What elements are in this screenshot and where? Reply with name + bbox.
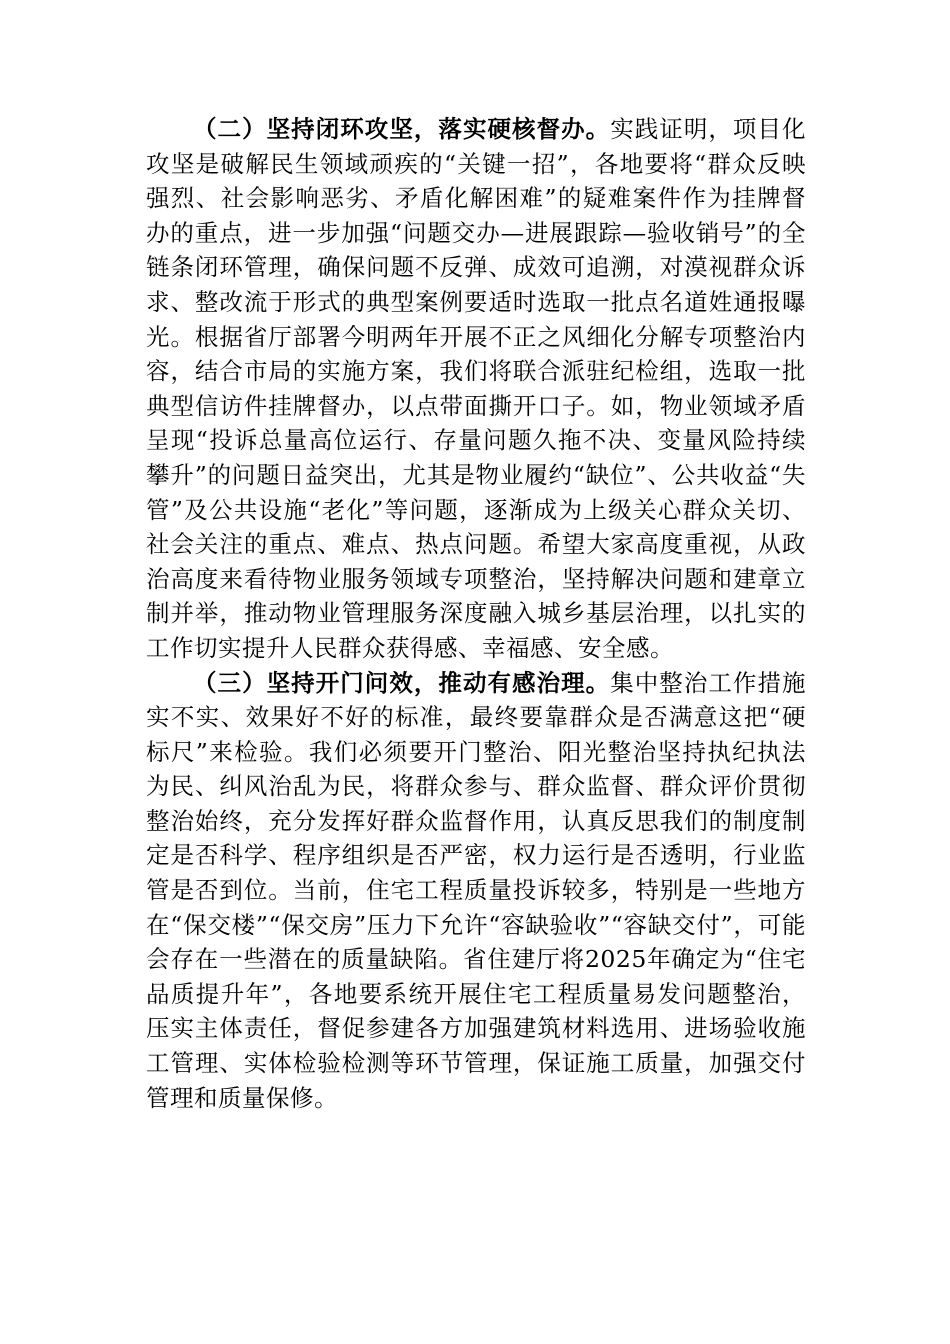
paragraph-open-door <box>146 666 806 1116</box>
paragraph-body: 实践证明，项目化攻坚是破解民生领域顽疾的“关键一招”，各地要将“群众反映强烈、社会影响恶劣、矛盾化解困难”的疑难案件作为挂牌督办的重点，进一步加强“问题交办—进展跟踪—验收销号”的全链条闭环管理，确保问题不反弹、成效可追溯，对漠视群众诉求、整改流于形式的典型案例要适时选取一批点名道姓通报曝光。根据省厅部署今明两年开展不正之风细化分解专项整治内容，结合市局的实施方案，我们将联合派驻纪检组，选取一批典型信访件挂牌督办，以点带面撕开口子。如，物业领域矛盾呈现“投诉总量高位运行、存量问题久拖不决、变量风险持续攀升”的问题日益突出，尤其是物业履约“缺位”、公共收益“失管”及公共设施“老化”等问题，逐渐成为上级关心群众关切、社会关注的重点、难点、热点问题。希望大家高度重视，从政治高度来看待物业服务领域专项整治，坚持解决问题和建章立制并举，推动物业管理服务深度融入城乡基层治理，以扎实的工作切实提升人民群众获得感、幸福感、安全感。 <box>146 115 807 662</box>
paragraph-body: 集中整治工作措施实不实、效果好不好的标准，最终要靠群众是否满意这把“硬标尺”来检验。我们必须要开门整治、阳光整治坚持执纪执法为民、纠风治乱为民，将群众参与、群众监督、群众评价贯彻整治始终，充分发挥好群众监督作用，认真反思我们的制度制定是否科学、程序组织是否严密，权力运行是否透明，行业监管是否到位。当前，住宅工程质量投诉较多，特别是一些地方在“保交楼”“保交房”压力下允许“容缺验收”“容缺交付”，可能会存在一些潜在的质量缺陷。省住建厅将2025年确定为“住宅品质提升年”，各地要系统开展住宅工程质量易发问题整治，压实主体责任，督促参建各方加强建筑材料选用、进场验收施工管理、实体检验检测等环节管理，保证施工质量，加强交付管理和质量保修。 <box>146 668 807 1112</box>
paragraph-heading: （三）坚持开门问效，推动有感治理。 <box>193 668 611 697</box>
document-page <box>146 112 806 1115</box>
paragraph-heading: （二）坚持闭环攻坚，落实硬核督办。 <box>193 115 611 143</box>
paragraph-closed-loop <box>146 112 806 666</box>
